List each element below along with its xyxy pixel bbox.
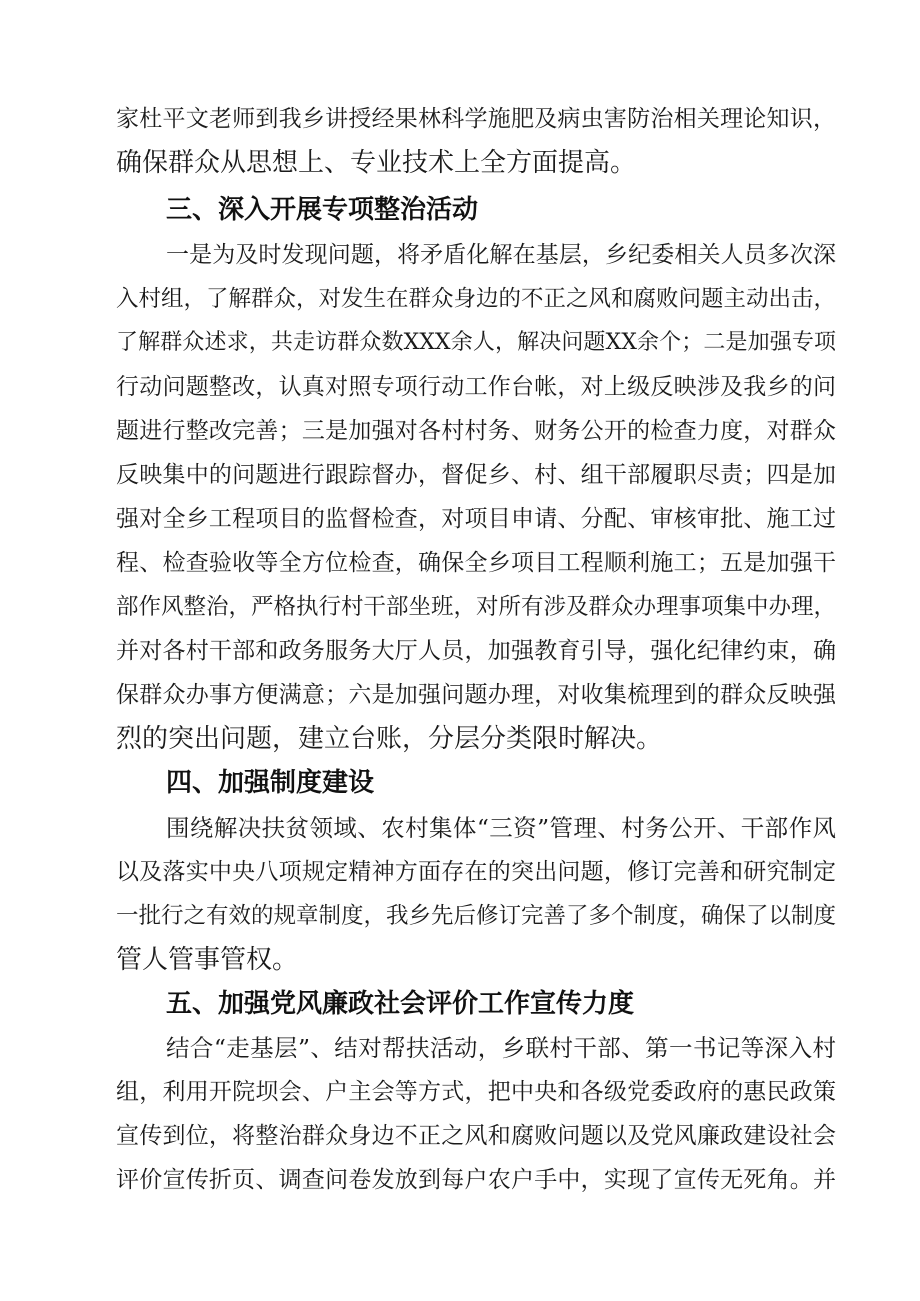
body-line: 强对全乡工程项目的监督检查，对项目申请、分配、审核审批、施工过 [116,506,836,532]
body-line: 宣传到位，将整治群众身边不正之风和腐败问题以及党风廉政建设社会 [116,1123,836,1149]
body-line: 烈的突出问题，建立台账，分层分类限时解决。 [116,724,663,754]
section-heading-3: 三、深入开展专项整治活动 [166,195,479,225]
body-line: 部作风整治，严格执行村干部坐班，对所有涉及群众办理事项集中办理， [116,594,836,620]
body-line: 并对各村干部和政务服务大厅人员，加强教育引导，强化纪律约束，确 [116,638,836,664]
body-line: 题进行整改完善；三是加强对各村村务、财务公开的检查力度，对群众 [116,418,836,444]
section-heading-4: 四、加强制度建设 [166,768,375,798]
body-line: 了解群众述求，共走访群众数XXX余人，解决问题XX余个；二是加强专项 [116,330,836,355]
body-line: 组，利用开院坝会、户主会等方式，把中央和各级党委政府的惠民政策 [116,1079,836,1105]
body-line: 以及落实中央八项规定精神方面存在的突出问题，修订完善和研究制定 [116,859,836,885]
body-line: 围绕解决扶贫领域、农村集体“三资”管理、村务公开、干部作风 [166,814,836,842]
body-line: 结合“走基层”、结对帮扶活动，乡联村干部、第一书记等深入村 [166,1034,836,1062]
body-line: 确保群众从思想上、专业技术上全方面提高。 [116,148,637,178]
section-heading-5: 五、加强党风廉政社会评价工作宣传力度 [166,989,635,1019]
body-line: 管人管事管权。 [116,945,299,975]
body-line: 反映集中的问题进行跟踪督办，督促乡、村、组干部履职尽责；四是加 [116,462,836,488]
body-line: 入村组，了解群众，对发生在群众身边的不正之风和腐败问题主动出击， [116,286,836,312]
body-line: 行动问题整改，认真对照专项行动工作台帐，对上级反映涉及我乡的问 [116,374,836,400]
body-line: 程、检查验收等全方位检查，确保全乡项目工程顺利施工；五是加强干 [116,550,836,576]
body-line: 一批行之有效的规章制度，我乡先后修订完善了多个制度，确保了以制度 [116,903,836,929]
body-line: 一是为及时发现问题，将矛盾化解在基层，乡纪委相关人员多次深 [166,242,836,268]
body-line: 家杜平文老师到我乡讲授经果林科学施肥及病虫害防治相关理论知识， [116,106,836,132]
body-line: 评价宣传折页、调查问卷发放到每户农户手中，实现了宣传无死角。并 [116,1167,836,1193]
body-line: 保群众办事方便满意；六是加强问题办理，对收集梳理到的群众反映强 [116,682,836,708]
